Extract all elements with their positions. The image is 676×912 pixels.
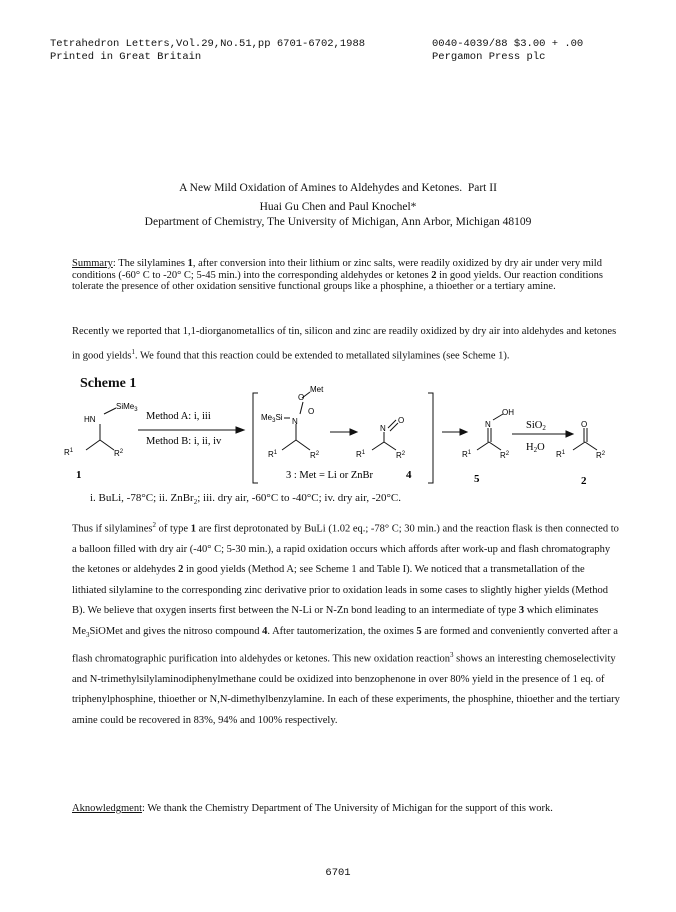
atom-n-c3: N [292,417,298,426]
page-number: 6701 [325,867,351,879]
compound-label-1: 1 [76,469,82,481]
atom-r1-c4: $R^1$ [356,450,366,459]
atom-me3si: $Me_3Si$ [261,413,283,424]
acknowledgment-text: : We thank the Chemistry Department of The University of Michigan for the support of this work. [142,803,553,814]
acknowledgment [72,802,620,816]
atom-oh: OH [502,408,514,417]
atom-r1-c2: $R^1$ [556,450,566,459]
compound-label-5: 5 [474,473,480,485]
compound-label-2: 2 [581,475,587,487]
authors: Huai Gu Chen and Paul Knochel* [259,201,417,213]
atom-r1-c3: $R^1$ [268,450,278,459]
ref-1: 1 [131,348,135,357]
summary-text-b: , after conversion into their lithium or zinc salts, were readily oxidized by dry air under very mild conditions (-60° C to -20° C; 5-45 min.) into the corresponding aldehydes or ketones [72,258,602,281]
summary-label: Summary [72,258,113,269]
compound-label-4: 4 [406,469,412,481]
printed-location: Printed in Great Britain [50,51,202,63]
summary-text-c: in good yields. Our reaction conditions tolerate the presence of other oxidation sensitive functional groups like a phosphine, a thioether or a tertiary amine. [72,269,603,292]
atom-o-c3b: O [298,393,305,402]
atom-r1-c1: $R^1$ [64,448,74,457]
summary-compound-2: 2 [431,269,437,281]
title-part: Part II [467,182,497,194]
atom-r2-c4: $R^2$ [396,451,406,460]
atom-r2-c3: $R^2$ [310,451,320,460]
atom-r2-c5: $R^2$ [500,451,510,460]
reagent-h2o: H2O [526,442,545,454]
ref-3: 3 [450,651,454,660]
atom-met: Met [310,385,324,394]
atom-n-c4: N [380,424,386,433]
journal-citation: Tetrahedron Letters,Vol.29,No.51,pp 6701-6702,1988 [50,38,366,50]
atom-o-c4: O [398,416,405,425]
atom-n-c5: N [485,420,491,429]
summary-compound-1: 1 [187,258,193,269]
reaction-conditions: i. BuLi, -78°C; ii. ZnBr$_2$; iii. dry air, -60°C to -40°C; iv. dry air, -20°C. [90,492,401,507]
summary-text-a: : The silylamines [112,258,188,269]
method-b-label: Method B: i, ii, iv [146,436,222,447]
title-main: A New Mild Oxidation of Amines to Aldehydes and Ketones. [179,182,463,194]
reagent-sio2: SiO2 [526,420,546,432]
method-a-label: Method A: i, iii [146,411,211,422]
scheme-title: Scheme 1 [80,376,137,391]
body-paragraph: Thus if silylamines$^2$ of type 1 are first deprotonated by BuLi (1.02 eq.; -78° C; 30 min.) and the reaction flask is then connected to a balloon filled with dry air (-40° C; 5-30 min.), a rapid oxidation occurs which affords after work-up and flash chromatography the ketones or aldehydes 2 in good yields (Method A; see Scheme 1 and Table I). We noticed that a transmetallation of the lithiated silylamine to the corresponding zinc derivative prior to oxidation leads in some cases to slightly higher yields (Method B). We believe that oxygen inserts first between the N-Li or N-Zn bond leading to an intermediate of type 3 which eliminates $Me_3SiOMet$ and gives the nitroso compound 4. After tautomerization, the oximes 5 are formed and conveniently converted after a flash chromatographic purification into aldehydes or ketones. This new oxidation reaction$^3$ shows an interesting chemoselectivity and N-trimethylsilylaminodiphenylmethane could be oxidized into benzophenone in over 80% yield in the presence of 1 eq. of triphenylphosphine, thioether or N,N-dimethylbenzylamine. In each of these experiments, the phosphine, thioether and the tertiary amine could be recovered in 83%, 94% and 100% respectively. [72,521,620,726]
acknowledgment-label: Aknowledgment [72,803,142,814]
atom-o-c2: O [581,420,588,429]
publisher: Pergamon Press plc [432,51,546,63]
ref-2: 2 [152,521,156,529]
atom-r1-c5: $R^1$ [462,450,472,459]
affiliation: Department of Chemistry, The University of Michigan, Ann Arbor, Michigan 48109 [144,216,532,228]
price-code: 0040-4039/88 $3.00 + .00 [432,38,584,50]
atom-r2-c1: $R^2$ [114,449,124,458]
atom-r2-c2: $R^2$ [596,451,606,460]
compound-label-3: 3 : Met = Li or ZnBr [286,470,373,481]
atom-hn: HN [84,415,96,424]
intro-text-b: . We found that this reaction could be extended to metallated silylamines (see Scheme 1). [135,350,510,362]
atom-o-c3a: O [308,407,315,416]
atom-sime3: SiMe$_3$ [116,402,138,413]
intro-text-a: Recently we reported that 1,1-diorganometallics of tin, silicon and zinc are readily oxidized by dry air into aldehydes and ketones in good yields [72,326,617,362]
